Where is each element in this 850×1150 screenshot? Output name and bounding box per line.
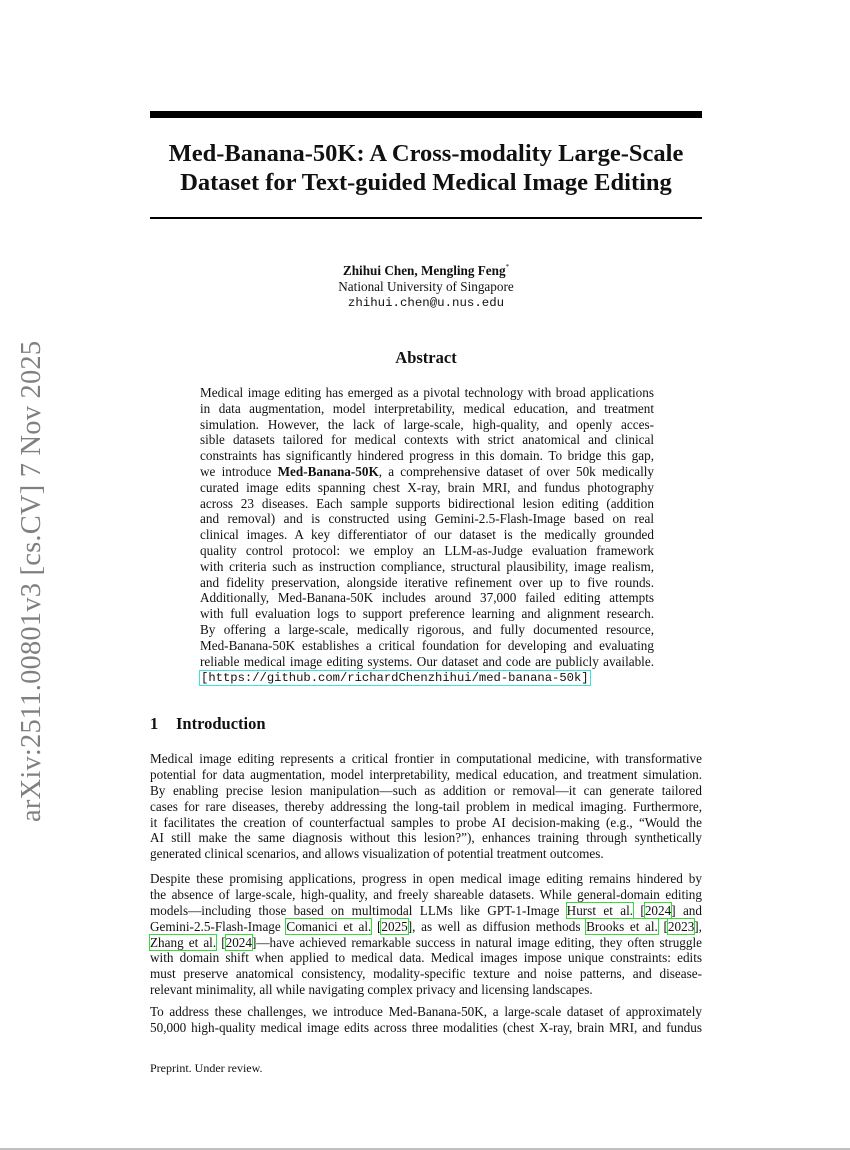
abstract-text: we introduce (200, 463, 278, 479)
abstract-line: with criteria such as instruction compliance, structural plausibility, image realism, (200, 558, 654, 574)
abstract-line: sible datasets tailored for medical contexts with strict anatomical and clinical (200, 432, 654, 448)
title-line: Med-Banana-50K: A Cross-modality Large-Scale (168, 140, 684, 167)
abstract-line: quality control protocol: we employ an LLM-as-Judge evaluation framework (200, 542, 654, 558)
abstract-line: Med-Banana-50K establishes a critical foundation for developing and evaluating (200, 637, 654, 653)
citation-link-comanici[interactable]: Comanici et al. (286, 918, 372, 934)
intro-paragraph-2 (150, 871, 702, 998)
abstract-line: with full evaluation logs to support preference learning and alignment research. (200, 606, 654, 622)
section-heading-introduction (150, 714, 266, 734)
body-line (150, 935, 702, 951)
body-text: [ (371, 918, 382, 934)
body-text: models—including those based on multimodal LLMs like GPT-1-Image (150, 902, 567, 918)
body-line (150, 903, 702, 919)
body-text: Gemini-2.5-Flash-Image (150, 918, 287, 934)
body-line: 50,000 high-quality medical image edits across three modalities (chest X-ray, brain MRI, and fundus (150, 1019, 702, 1035)
body-text: ], (694, 918, 702, 934)
citation-year-link[interactable]: 2024 (225, 934, 252, 950)
citation-link-hurst[interactable]: Hurst et al. (566, 902, 634, 918)
body-line: with domain shift when applied to medical data. Medical images impose unique constraints: edits (150, 950, 702, 966)
body-line (150, 919, 702, 935)
author-block (150, 259, 702, 311)
abstract-body (200, 385, 654, 685)
body-text: ]—have achieved remarkable success in natural image editing, they often struggle (251, 934, 702, 950)
title-bottom-rule (150, 217, 702, 219)
body-line: potential for data augmentation, model interpretability, medical education, and treatment simulation. (150, 766, 702, 782)
dataset-name-bold: Med-Banana-50K (277, 463, 379, 479)
abstract-line: simulation. However, the lack of large-scale, high-quality, and openly acces- (200, 416, 654, 432)
preprint-footnote: Preprint. Under review. (150, 1061, 263, 1075)
author-affiliation: National University of Singapore (338, 279, 514, 294)
body-text: [ (633, 902, 645, 918)
abstract-line: and removal) and is constructed using Gemini-2.5-Flash-Image based on real (200, 511, 654, 527)
abstract-line: curated image edits spanning chest X-ray, brain MRI, and fundus photography (200, 479, 654, 495)
body-line: AI still make the same diagnosis without this lesion?”), enhances training through synthetically (150, 830, 702, 846)
body-line: cases for rare diseases, thereby addressing the long-tail problem in medical imaging. Furthermore, (150, 798, 702, 814)
intro-paragraph-3 (150, 1004, 702, 1036)
abstract-line: clinical images. A key differentiator of our dataset is the medically grounded (200, 527, 654, 543)
body-text: [ (657, 918, 668, 934)
body-line: relevant minimality, all while navigating complex privacy and licensing landscapes. (150, 982, 593, 998)
body-line: must preserve anatomical consistency, modality-specific texture and noise patterns, and disease- (150, 966, 702, 982)
body-line: generated clinical scenarios, and allows visualization of potential treatment outcomes. (150, 846, 604, 862)
body-line: To address these challenges, we introduce Med-Banana-50K, a large-scale dataset of approximately (150, 1004, 702, 1019)
abstract-line: in data augmentation, model interpretability, medical education, and treatment (200, 400, 654, 416)
citation-link-brooks[interactable]: Brooks et al. (586, 918, 658, 934)
citation-year-link[interactable]: 2025 (381, 918, 408, 934)
abstract-line: Additionally, Med-Banana-50K includes around 37,000 failed editing attempts (200, 590, 654, 606)
abstract-line: across 23 diseases. Each sample supports bidirectional lesion editing (addition (200, 495, 654, 511)
abstract-url-line (200, 669, 654, 685)
abstract-line: By offering a large-scale, medically rigorous, and fully documented resource, (200, 621, 654, 637)
section-title: Introduction (176, 714, 266, 733)
body-line: Medical image editing represents a critical frontier in computational medicine, with transformative (150, 751, 702, 766)
body-line: Despite these promising applications, progress in open medical image editing remains hindered by (150, 871, 702, 886)
abstract-text: , a comprehensive dataset of over 50k medically (378, 463, 654, 479)
title-line: Dataset for Text-guided Medical Image Editing (180, 169, 672, 196)
body-line: the absence of large-scale, high-quality, and freely shareable datasets. While general-domain editing (150, 886, 702, 902)
body-text: [ (216, 934, 226, 950)
abstract-heading: Abstract (395, 348, 457, 367)
body-line: By enabling precise lesion manipulation—such as addition or removal—it can generate tailored (150, 782, 702, 798)
body-text: ], as well as diffusion methods (407, 918, 587, 934)
github-link[interactable]: [https://github.com/richardChenzhihui/med-banana-50k] (201, 671, 589, 686)
abstract-line: and fidelity preservation, alongside iterative refinement over up to five rounds. (200, 574, 654, 590)
paper-title (150, 139, 702, 197)
abstract-line: Medical image editing has emerged as a pivotal technology with broad applications (200, 385, 654, 400)
abstract-line: reliable medical image editing systems. Our dataset and code are publicly available. (200, 653, 654, 669)
citation-year-link[interactable]: 2024 (644, 902, 672, 918)
body-text: ] and (671, 902, 702, 918)
author-email[interactable]: zhihui.chen@u.nus.edu (347, 296, 505, 310)
abstract-line (200, 464, 654, 480)
body-line: it facilitates the creation of counterfactual samples to probe AI decision-making (e.g., “Would the (150, 814, 702, 830)
author-names: Zhihui Chen, Mengling Feng (342, 263, 506, 278)
arxiv-identifier-stamp: arXiv:2511.00801v3 [cs.CV] 7 Nov 2025 (16, 340, 47, 822)
intro-paragraph-1 (150, 751, 702, 862)
citation-year-link[interactable]: 2023 (667, 918, 695, 934)
title-top-rule (150, 111, 702, 118)
author-footnote-mark[interactable]: * (505, 263, 510, 271)
section-number: 1 (150, 714, 159, 733)
abstract-line: constraints has significantly hindered progress in this domain. To bridge this gap, (200, 448, 654, 464)
citation-link-zhang[interactable]: Zhang et al. (150, 934, 217, 950)
